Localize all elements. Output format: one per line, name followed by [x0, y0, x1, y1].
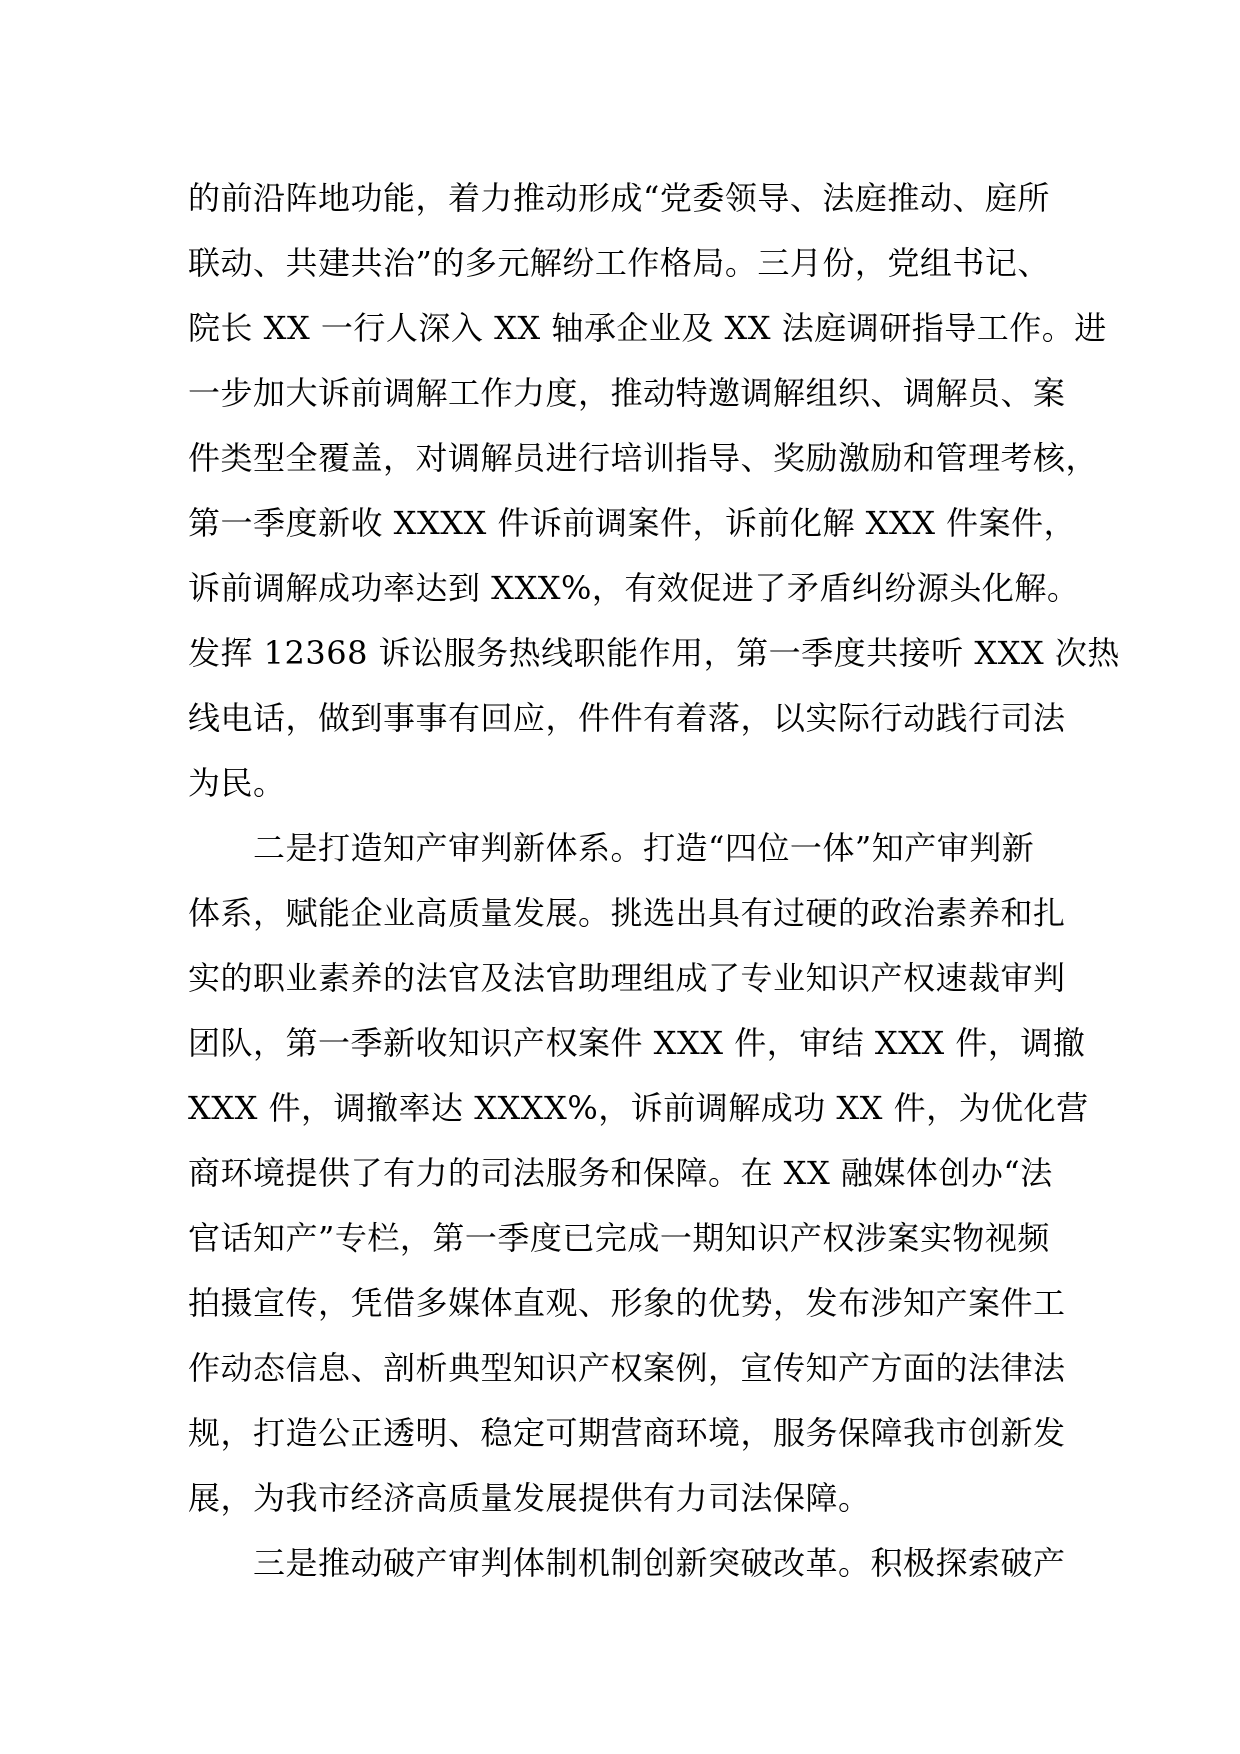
text-line: 第一季度新收 XXXX 件诉前调案件，诉前化解 XXX 件案件，	[188, 504, 1077, 542]
text-line: 官话知产”专栏，第一季度已完成一期知识产权涉案实物视频	[188, 1219, 1050, 1257]
text-line: 线电话，做到事事有回应，件件有着落，以实际行动践行司法	[188, 699, 1066, 737]
text-line: 发挥 12368 诉讼服务热线职能作用，第一季度共接听 XXX 次热	[188, 634, 1120, 672]
text-line: 实的职业素养的法官及法官助理组成了专业知识产权速裁审判	[188, 959, 1066, 997]
text-line: 体系，赋能企业高质量发展。挑选出具有过硬的政治素养和扎	[188, 894, 1066, 932]
text-line: 商环境提供了有力的司法服务和保障。在 XX 融媒体创办“法	[188, 1154, 1053, 1192]
paragraph-start-line: 二是打造知产审判新体系。打造“四位一体”知产审判新	[188, 829, 1035, 867]
text-line: 院长 XX 一行人深入 XX 轴承企业及 XX 法庭调研指导工作。进	[188, 309, 1107, 347]
text-line: 件类型全覆盖，对调解员进行培训指导、奖励激励和管理考核，	[188, 439, 1099, 477]
text-line: 拍摄宣传，凭借多媒体直观、形象的优势，发布涉知产案件工	[188, 1284, 1066, 1322]
text-line: XXX 件，调撤率达 XXXX%，诉前调解成功 XX 件，为优化营	[188, 1089, 1089, 1127]
paragraph-start-line: 三是推动破产审判体制机制创新突破改革。积极探索破产	[188, 1544, 1066, 1582]
text-line: 团队，第一季新收知识产权案件 XXX 件，审结 XXX 件，调撤	[188, 1024, 1086, 1062]
text-line: 一步加大诉前调解工作力度，推动特邀调解组织、调解员、案	[188, 374, 1066, 412]
text-line: 为民。	[188, 764, 286, 802]
document-body	[188, 166, 1120, 1596]
text-line: 诉前调解成功率达到 XXX%，有效促进了矛盾纠纷源头化解。	[188, 569, 1080, 607]
text-line: 展，为我市经济高质量发展提供有力司法保障。	[188, 1479, 871, 1517]
text-line: 的前沿阵地功能，着力推动形成“党委领导、法庭推动、庭所	[188, 179, 1050, 217]
text-line: 联动、共建共治”的多元解纷工作格局。三月份，党组书记、	[188, 244, 1050, 282]
text-line: 规，打造公正透明、稳定可期营商环境，服务保障我市创新发	[188, 1414, 1066, 1452]
text-line: 作动态信息、剖析典型知识产权案例，宣传知产方面的法律法	[188, 1349, 1066, 1387]
